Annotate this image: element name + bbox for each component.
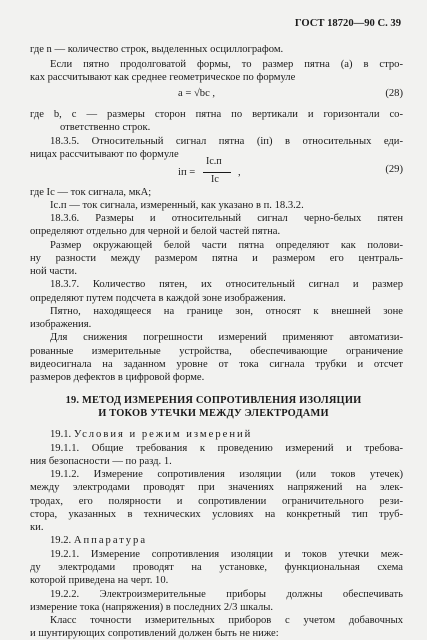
text-line: 19.1.1. Общие требования к проведению измерений и требова- <box>50 443 403 454</box>
text-line: ду электродами проводят на установке, функциональная схема <box>30 562 403 573</box>
formula-29-comma: , <box>238 167 241 178</box>
text-line: и шунтирующих сопротивлений должен быть не ниже: <box>30 628 279 639</box>
formula-number: (28) <box>385 88 403 99</box>
text-line: 18.3.5. Относительный сигнал пятна (iп) в относительных еди- <box>50 136 403 147</box>
subsection-number: 19.2. <box>50 535 74 546</box>
text-line: 19.1.2. Измерение сопротивления изоляции (или токов утечек) <box>50 469 403 480</box>
text-line: стора, указанных в технических условиях на конкретный тип труб- <box>30 509 403 520</box>
formula-29-numerator: Ic.п <box>206 156 222 167</box>
section-heading: 19. МЕТОД ИЗМЕРЕНИЯ СОПРОТИВЛЕНИЯ ИЗОЛЯЦИИ <box>65 395 362 406</box>
text-line: 18.3.7. Количество пятен, их относительный сигнал и размер <box>50 279 403 290</box>
text-line: Для снижения погрешности измерений применяют автоматизи- <box>50 332 403 343</box>
text-line: ной части. <box>30 266 77 277</box>
text-line: которой приведена на черт. 10. <box>30 575 169 586</box>
subsection-number: 19.1. <box>50 429 74 440</box>
text-line: тродах, его полярности и сопротивлении ограничительного рези- <box>30 496 403 507</box>
text-line: Пятно, находящееся на границе зон, относят к внешней зоне <box>50 306 403 317</box>
text-line: Размер окружающей белой части пятна определяют как полови- <box>50 240 403 251</box>
page-header: ГОСТ 18720—90 С. 39 <box>294 18 401 29</box>
text-line: видеосигнала на заданном уровне от тока сигнала трубки и отсчет <box>30 359 403 370</box>
text-line: измерение тока (напряжения) в последних 2/3 шкалы. <box>30 602 274 613</box>
text-line: где b, c — размеры сторон пятна по вертикали и горизонтали со- <box>30 109 403 120</box>
text-line: между электродами проводят при значениях напряжений на элек- <box>30 482 403 493</box>
text-line: 19.2.1. Измерение сопротивления изоляции и токов утечки меж- <box>50 549 403 560</box>
text-line: 19.2.2. Электроизмерительные приборы должны обеспечивать <box>50 589 403 600</box>
text-line: Ic.п — ток сигнала, измеренный, как указано в п. 18.3.2. <box>50 200 304 211</box>
text-line: определяют путем подсчета в каждой зоне изображения. <box>30 293 286 304</box>
formula-29-denominator: Ic <box>211 174 219 185</box>
fraction-bar <box>203 172 231 173</box>
text-line: Если пятно продолговатой формы, то размер пятна (a) в стро- <box>50 59 403 70</box>
text-line: изображения. <box>30 319 92 330</box>
section-heading: И ТОКОВ УТЕЧКИ МЕЖДУ ЭЛЕКТРОДАМИ <box>98 408 329 419</box>
text-line: где n — количество строк, выделенных осциллографом. <box>30 44 284 55</box>
text-line: ответственно строк. <box>60 122 151 133</box>
text-line: рованные измерительные устройства, обеспечивающие ограничение <box>30 346 403 357</box>
text-line: Класс точности измерительных приборов с учетом добавочных <box>50 615 403 626</box>
text-line: где Ic — ток сигнала, мкА; <box>30 187 152 198</box>
text-line: размеров дефектов в цифровой форме. <box>30 372 205 383</box>
formula-29-lhs: iп = <box>178 167 196 178</box>
formula-number: (29) <box>385 164 403 175</box>
subsection-title: Аппаратура <box>73 535 148 546</box>
text-line: 18.3.6. Размеры и относительный сигнал черно-белых пятен <box>50 213 403 224</box>
formula-28: a = √bc , <box>178 88 216 99</box>
text-line: ну разности между размером пятна и размером его централь- <box>30 253 403 264</box>
subsection-heading <box>50 534 403 547</box>
text-line: ния безопасности — по разд. 1. <box>30 456 172 467</box>
text-line: ницах рассчитывают по формуле <box>30 149 179 160</box>
text-line: определяют отдельно для черной и белой частей пятна. <box>30 226 281 237</box>
subsection-heading <box>50 428 403 441</box>
subsection-title: Условия и режим измерений <box>73 429 253 440</box>
text-line: ках рассчитывают как среднее геометрическое по формуле <box>30 72 296 83</box>
text-line: ки. <box>30 522 44 533</box>
